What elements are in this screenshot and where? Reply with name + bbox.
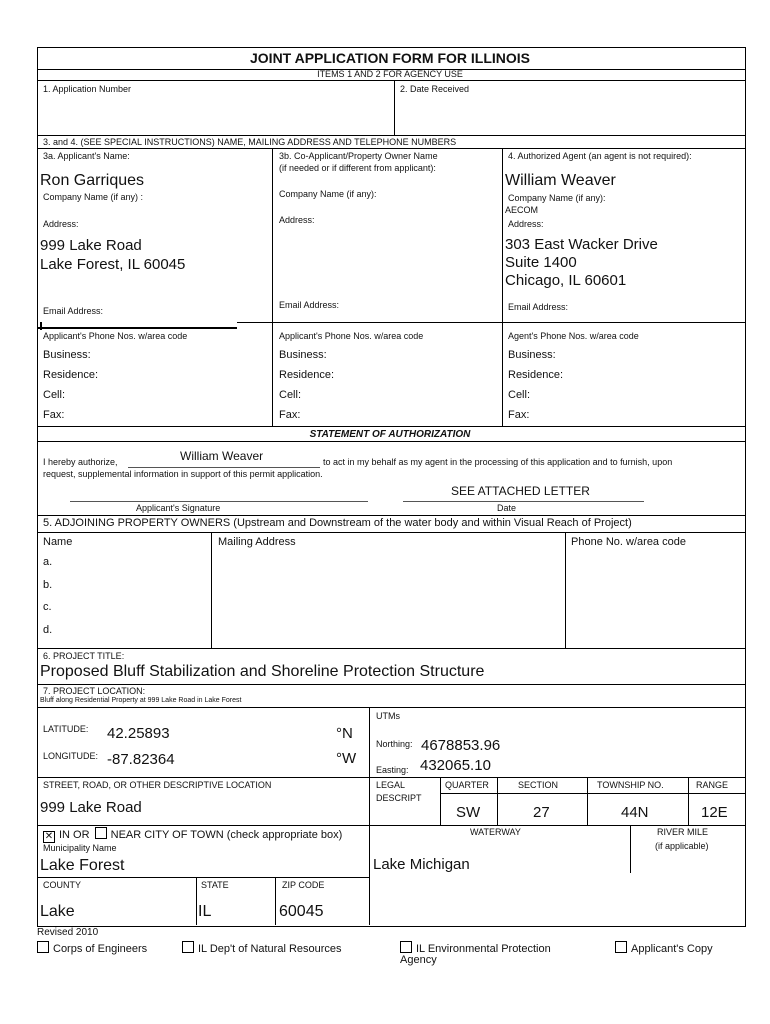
river-mile-sublabel: (if applicable): [655, 841, 709, 851]
date-value: SEE ATTACHED LETTER: [451, 484, 590, 498]
county-label: COUNTY: [43, 880, 81, 890]
latitude-unit: °N: [336, 725, 353, 742]
coapplicant-business-label: Business:: [279, 349, 327, 361]
in-label: IN OR: [59, 829, 90, 841]
coapplicant-company-label: Company Name (if any):: [279, 189, 377, 199]
northing-label: Northing:: [376, 739, 413, 749]
applicant-company-label: Company Name (if any) :: [43, 192, 144, 202]
legal-label-1: LEGAL: [376, 780, 406, 790]
corps-label: Corps of Engineers: [53, 943, 148, 955]
agent-business-label: Business:: [508, 349, 556, 361]
legal-label-2: DESCRIPT: [376, 793, 422, 803]
coapplicant-cell-label: Cell:: [279, 389, 302, 401]
applicant-phone-header: Applicant's Phone Nos. w/area code: [43, 331, 188, 341]
street-label: STREET, ROAD, OR OTHER DESCRIPTIVE LOCATION: [43, 780, 272, 790]
idnr-checkbox[interactable]: [182, 941, 194, 953]
coapplicant-label: 3b. Co-Applicant/Property Owner Name: [279, 151, 438, 161]
applicant-fax-label: Fax:: [43, 409, 65, 421]
authorization-line2: request, supplemental information in support of this permit application.: [43, 469, 323, 479]
copy-iepa: [400, 941, 551, 955]
agent-address-label: Address:: [508, 219, 544, 229]
project-title-label: 6. PROJECT TITLE:: [43, 651, 125, 661]
adjoining-row-d: d.: [43, 624, 53, 636]
state-label: STATE: [201, 880, 229, 890]
agent-address-line2: Suite 1400: [505, 254, 577, 271]
applicant-copy-label: Applicant's Copy: [631, 943, 713, 955]
township-value: 44N: [621, 804, 649, 821]
county-value: Lake: [40, 903, 75, 920]
section-34-label: 3. and 4. (SEE SPECIAL INSTRUCTIONS) NAME, MAILING ADDRESS AND TELEPHONE NUMBERS: [43, 137, 457, 147]
coapplicant-phone-header: Applicant's Phone Nos. w/area code: [279, 331, 424, 341]
applicant-address-line1: 999 Lake Road: [40, 237, 142, 254]
project-location-label: 7. PROJECT LOCATION:: [43, 686, 146, 696]
application-number-label: 1. Application Number: [43, 84, 132, 94]
applicant-business-label: Business:: [43, 349, 91, 361]
signature-label: Applicant's Signature: [136, 503, 221, 513]
range-label: RANGE: [696, 780, 729, 790]
applicant-copy-checkbox[interactable]: [615, 941, 627, 953]
applicant-name: Ron Garriques: [40, 172, 145, 189]
in-city-checkbox[interactable]: ✕: [44, 831, 54, 842]
copy-idnr: [182, 941, 342, 955]
applicant-name-label: 3a. Applicant's Name:: [43, 151, 130, 161]
longitude-value: -87.82364: [107, 751, 175, 768]
township-label: TOWNSHIP NO.: [597, 780, 664, 790]
adjoining-name-header: Name: [43, 536, 73, 548]
authorization-suffix: to act in my behalf as my agent in the processing of this application and to furnish, upon: [323, 457, 673, 467]
quarter-label: QUARTER: [445, 780, 489, 790]
section-value: 27: [533, 804, 550, 821]
agent-company: AECOM: [505, 205, 539, 215]
copy-corps: [37, 941, 147, 955]
near-label: NEAR CITY OF TOWN (check appropriate box): [110, 829, 343, 841]
range-value: 12E: [701, 804, 728, 821]
copy-applicant: [615, 941, 713, 955]
city-checkboxes: [43, 827, 342, 843]
adjoining-row-a: a.: [43, 556, 53, 568]
river-mile-label: RIVER MILE: [657, 827, 709, 837]
agent-name: William Weaver: [505, 172, 616, 189]
near-city-checkbox[interactable]: [95, 827, 107, 839]
adjoining-header: 5. ADJOINING PROPERTY OWNERS (Upstream and Downstream of the water body and within Visual Reach of Project): [43, 517, 632, 529]
easting-value: 432065.10: [420, 757, 491, 774]
agent-email-label: Email Address:: [508, 302, 569, 312]
iepa-label: IL Environmental Protection: [416, 943, 551, 955]
authorization-prefix: I hereby authorize,: [43, 457, 118, 467]
agent-address-line3: Chicago, IL 60601: [505, 272, 627, 289]
adjoining-address-header: Mailing Address: [218, 536, 296, 548]
applicant-address-line2: Lake Forest, IL 60045: [40, 256, 186, 273]
municipality-label: Municipality Name: [43, 843, 117, 853]
agent-company-label: Company Name (if any):: [508, 193, 606, 203]
date-label: Date: [497, 503, 517, 513]
iepa-label-line2: Agency: [400, 954, 437, 966]
authorized-agent-name: William Weaver: [180, 449, 264, 463]
agent-residence-label: Residence:: [508, 369, 564, 381]
state-value: IL: [198, 903, 212, 920]
quarter-value: SW: [456, 804, 481, 821]
coapplicant-residence-label: Residence:: [279, 369, 335, 381]
applicant-email-label: Email Address:: [43, 306, 104, 316]
project-title: Proposed Bluff Stabilization and Shoreline Protection Structure: [40, 663, 485, 680]
agent-fax-label: Fax:: [508, 409, 530, 421]
utms-label: UTMs: [376, 711, 400, 721]
coapplicant-sublabel: (if needed or if different from applicant):: [279, 163, 436, 173]
zip-value: 60045: [279, 903, 324, 920]
street-value: 999 Lake Road: [40, 799, 142, 816]
applicant-residence-label: Residence:: [43, 369, 99, 381]
revised-label: Revised 2010: [37, 927, 99, 938]
easting-label: Easting:: [376, 765, 409, 775]
longitude-unit: °W: [336, 750, 357, 767]
latitude-label: LATITUDE:: [43, 724, 89, 734]
waterway-label: WATERWAY: [470, 827, 521, 837]
northing-value: 4678853.96: [421, 737, 501, 754]
agent-cell-label: Cell:: [508, 389, 531, 401]
longitude-label: LONGITUDE:: [43, 751, 99, 761]
adjoining-phone-header: Phone No. w/area code: [571, 536, 686, 548]
waterway-value: Lake Michigan: [373, 856, 470, 873]
latitude-value: 42.25893: [107, 725, 170, 742]
coapplicant-email-label: Email Address:: [279, 300, 340, 310]
idnr-label: IL Dep't of Natural Resources: [198, 943, 342, 955]
coapplicant-fax-label: Fax:: [279, 409, 301, 421]
agent-address-line1: 303 East Wacker Drive: [505, 236, 658, 253]
coapplicant-address-label: Address:: [279, 215, 315, 225]
applicant-cell-label: Cell:: [43, 389, 66, 401]
iepa-checkbox[interactable]: [400, 941, 412, 953]
items-note: ITEMS 1 AND 2 FOR AGENCY USE: [317, 69, 463, 79]
adjoining-row-c: c.: [43, 601, 52, 613]
municipality-value: Lake Forest: [40, 857, 125, 874]
form-title: JOINT APPLICATION FORM FOR ILLINOIS: [250, 50, 530, 66]
zip-label: ZIP CODE: [282, 880, 325, 890]
section-label: SECTION: [518, 780, 559, 790]
date-received-label: 2. Date Received: [400, 84, 470, 94]
project-location-desc: Bluff along Residential Property at 999 Lake Road in Lake Forest: [40, 697, 242, 704]
agent-label: 4. Authorized Agent (an agent is not required):: [508, 151, 692, 161]
applicant-address-label: Address:: [43, 219, 79, 229]
adjoining-row-b: b.: [43, 579, 53, 591]
authorization-header: STATEMENT OF AUTHORIZATION: [309, 429, 471, 440]
agent-phone-header: Agent's Phone Nos. w/area code: [508, 331, 639, 341]
corps-checkbox[interactable]: [37, 941, 49, 953]
